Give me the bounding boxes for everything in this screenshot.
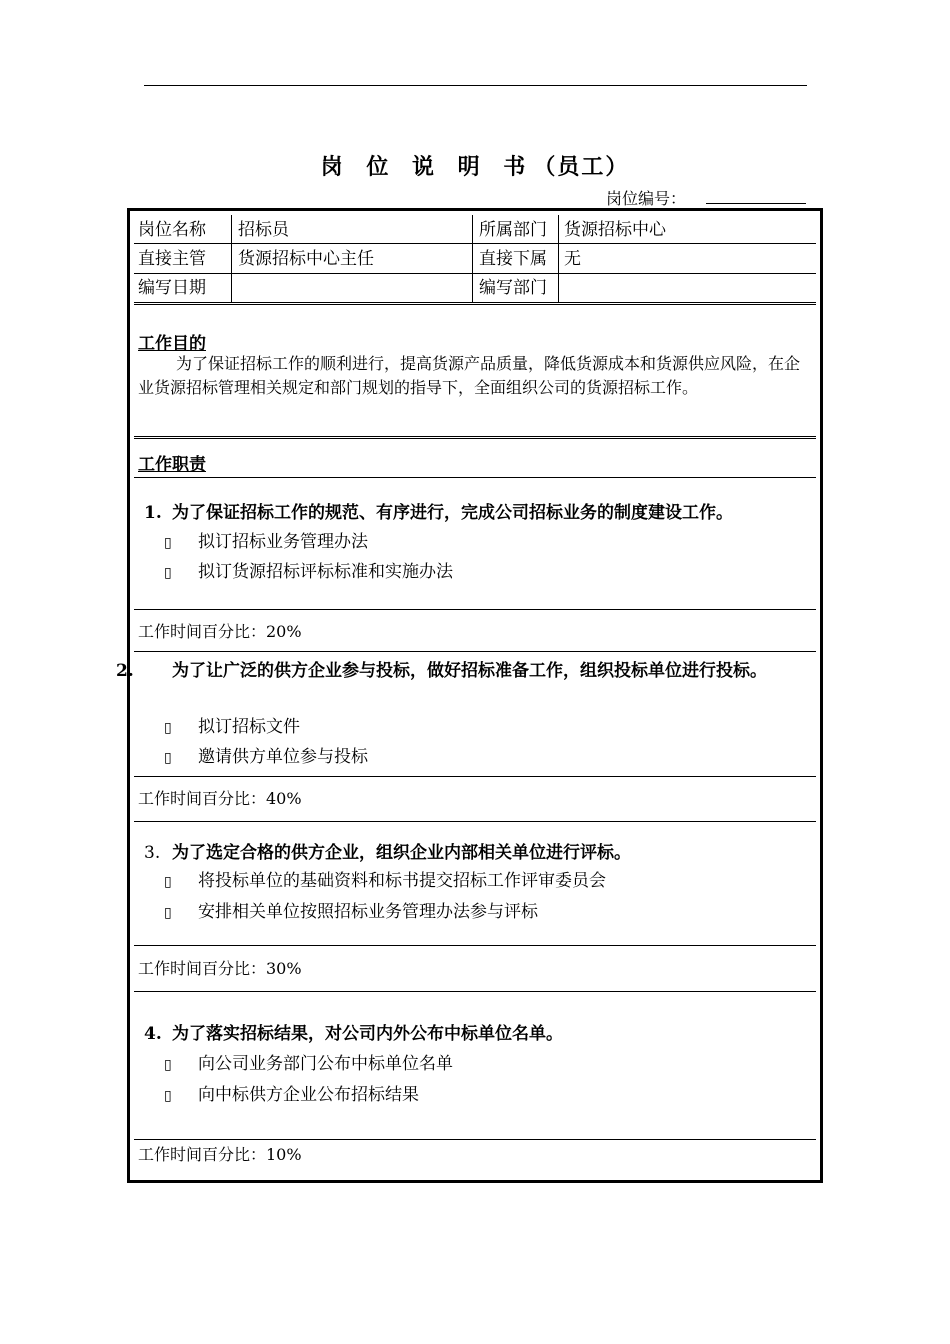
info-value-position-name: 招标员 bbox=[238, 220, 289, 240]
task-text: 安排相关单位按照招标业务管理办法参与评标 bbox=[198, 902, 538, 922]
info-label-department: 所属部门 bbox=[479, 220, 547, 240]
col-divider bbox=[558, 215, 559, 303]
responsibilities-heading: 工作职责 bbox=[138, 455, 206, 475]
row-divider bbox=[134, 273, 816, 274]
task-item bbox=[164, 558, 453, 587]
duty-title: 为了让广泛的供方企业参与投标，做好招标准备工作，组织投标单位进行投标。 bbox=[172, 661, 767, 681]
duty-number: 2. bbox=[116, 661, 134, 681]
duty-item bbox=[116, 657, 812, 685]
document-title bbox=[0, 150, 950, 181]
task-text: 向公司业务部门公布中标单位名单 bbox=[198, 1054, 453, 1074]
task-item bbox=[164, 743, 368, 772]
task-item bbox=[164, 1081, 419, 1110]
bullet-icon: ▯ bbox=[164, 720, 172, 736]
col-divider bbox=[231, 215, 232, 303]
task-item bbox=[164, 528, 368, 557]
task-text: 邀请供方单位参与投标 bbox=[198, 747, 368, 767]
row-divider bbox=[134, 776, 816, 777]
info-value-department: 货源招标中心 bbox=[564, 220, 666, 240]
row-divider bbox=[134, 609, 816, 610]
task-text: 拟订货源招标评标标准和实施办法 bbox=[198, 562, 453, 582]
row-divider bbox=[134, 945, 816, 946]
info-label-date: 编写日期 bbox=[138, 278, 206, 298]
row-divider bbox=[134, 243, 816, 244]
purpose-heading: 工作目的 bbox=[138, 334, 206, 354]
duty-number: 3. bbox=[144, 843, 161, 863]
time-percentage: 工作时间百分比：40% bbox=[138, 789, 302, 808]
purpose-text: 为了保证招标工作的顺利进行，提高货源产品质量，降低货源成本和货源供应风险，在企业货源招标管理相关规定和部门规划的指导下，全面组织公司的货源招标工作。 bbox=[138, 354, 801, 397]
row-divider bbox=[134, 821, 816, 822]
document-title-suffix: （员工） bbox=[533, 154, 630, 180]
bullet-icon: ▯ bbox=[164, 1057, 172, 1073]
info-label-position-name: 岗位名称 bbox=[138, 220, 206, 240]
position-number-label: 岗位编号： bbox=[606, 189, 687, 208]
duty-item bbox=[144, 499, 812, 527]
bullet-icon: ▯ bbox=[164, 750, 172, 766]
duty-item bbox=[144, 839, 812, 867]
time-percentage: 工作时间百分比：10% bbox=[138, 1145, 302, 1164]
row-divider bbox=[134, 991, 816, 992]
document-title-main: 岗 位 说 明 书 bbox=[320, 154, 534, 180]
info-label-subordinate: 直接下属 bbox=[479, 249, 547, 269]
task-text: 向中标供方企业公布招标结果 bbox=[198, 1085, 419, 1105]
task-item bbox=[164, 898, 538, 927]
section-divider bbox=[134, 436, 816, 439]
duty-title: 为了保证招标工作的规范、有序进行，完成公司招标业务的制度建设工作。 bbox=[172, 503, 733, 523]
duty-title: 为了选定合格的供方企业，组织企业内部相关单位进行评标。 bbox=[172, 843, 631, 863]
bullet-icon: ▯ bbox=[164, 874, 172, 890]
bullet-icon: ▯ bbox=[164, 535, 172, 551]
task-item bbox=[164, 713, 300, 742]
task-item bbox=[164, 1050, 453, 1079]
row-divider bbox=[134, 651, 816, 652]
section-divider bbox=[134, 302, 816, 305]
job-description-table bbox=[116, 208, 823, 1183]
header-rule bbox=[144, 85, 807, 86]
task-text: 将投标单位的基础资料和标书提交招标工作评审委员会 bbox=[198, 871, 606, 891]
task-text: 拟订招标文件 bbox=[198, 717, 300, 737]
duty-title: 为了落实招标结果，对公司内外公布中标单位名单。 bbox=[172, 1024, 563, 1044]
time-percentage: 工作时间百分比：20% bbox=[138, 622, 302, 641]
task-text: 拟订招标业务管理办法 bbox=[198, 532, 368, 552]
col-divider bbox=[472, 215, 473, 303]
row-divider bbox=[134, 477, 816, 478]
info-value-subordinate: 无 bbox=[564, 249, 581, 269]
bullet-icon: ▯ bbox=[164, 1088, 172, 1104]
info-label-author-dept: 编写部门 bbox=[479, 278, 547, 298]
duty-item bbox=[144, 1020, 812, 1048]
info-label-supervisor: 直接主管 bbox=[138, 249, 206, 269]
info-value-supervisor: 货源招标中心主任 bbox=[238, 249, 374, 269]
time-percentage: 工作时间百分比：30% bbox=[138, 959, 302, 978]
position-number-field bbox=[706, 203, 806, 204]
row-divider bbox=[134, 1139, 816, 1140]
task-item bbox=[164, 867, 606, 896]
bullet-icon: ▯ bbox=[164, 565, 172, 581]
duty-number: 1. bbox=[144, 503, 162, 523]
duty-number: 4. bbox=[144, 1024, 162, 1044]
bullet-icon: ▯ bbox=[164, 905, 172, 921]
